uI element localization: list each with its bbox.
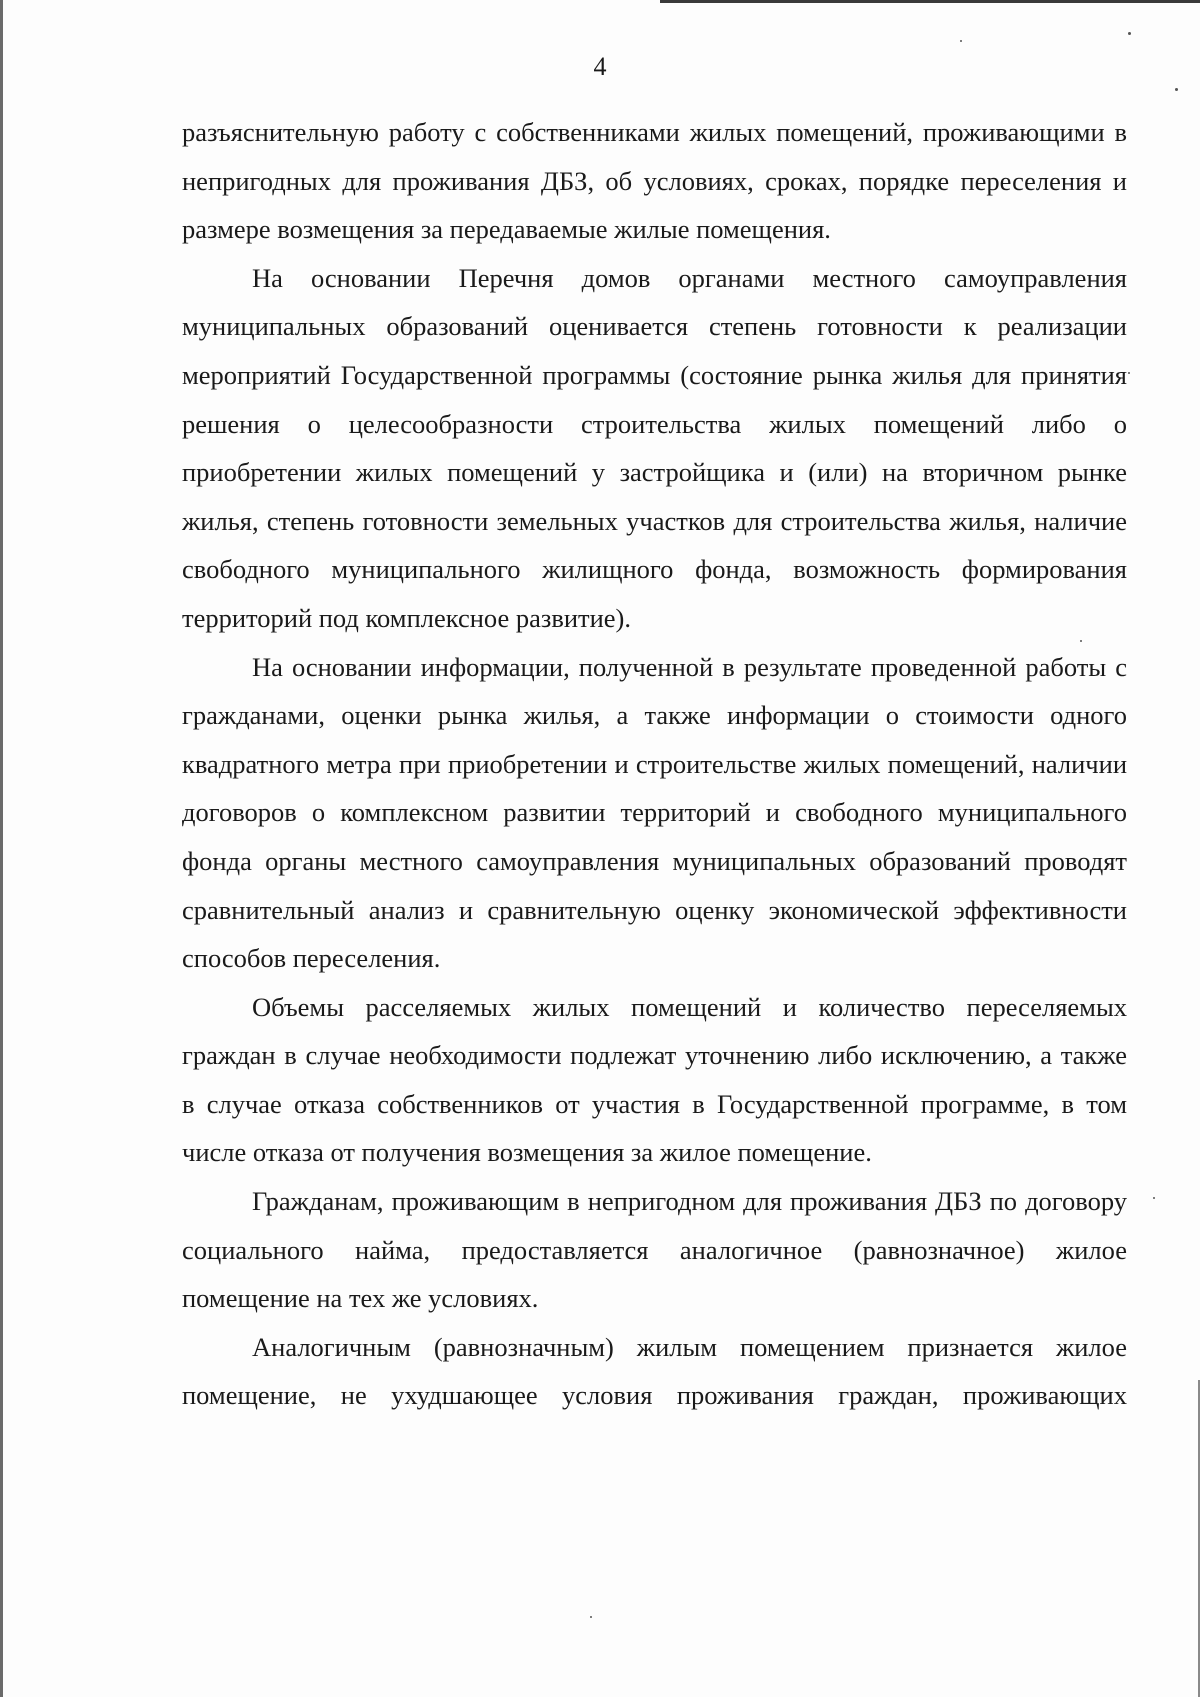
paragraph: На основании Перечня домов органами местного самоуправления муниципальных образований оценивается степень готовности к реализации мероприятий Государственной программы (состояние рынка жилья для принятия решения о целесообразности строительства жилых помещений либо о приобретении жилых помещений у застройщика и (или) на вторичном рынке жилья, степень готовности земельных участков для строительства жилья, наличие свободного муниципального жилищного фонда, возможность формирования территорий под комплексное развитие). (182, 262, 1127, 633)
paragraph: Гражданам, проживающим в непригодном для проживания ДБЗ по договору социального найма, предоставляется аналогичное (равнозначное) жилое помещение на тех же условиях. (182, 1186, 1127, 1314)
scan-speck (1153, 1197, 1155, 1199)
document-body (182, 108, 1127, 1420)
paragraph: Объемы расселяемых жилых помещений и количество переселяемых граждан в случае необходимости подлежат уточнению либо исключению, а также в случае отказа собственников от участия в Государственной программе, в том числе отказа от получения возмещения за жилое помещение. (182, 991, 1127, 1168)
page-number: 4 (593, 52, 607, 81)
scan-top-edge (660, 0, 1200, 3)
scan-speck (1080, 640, 1082, 642)
paragraph: На основании информации, полученной в результате проведенной работы с гражданами, оценки рынка жилья, а также информации о стоимости одного квадратного метра при приобретении и строительстве жилых помещений, наличии договоров о комплексном развитии территорий и свободного муниципального фонда органы местного самоуправления муниципальных образований проводят сравнительный анализ и сравнительную оценку экономической эффективности способов переселения. (182, 651, 1127, 974)
scan-speck (1128, 32, 1131, 35)
scan-left-edge (0, 0, 3, 1697)
scan-speck (1175, 88, 1178, 91)
scan-speck (590, 1616, 592, 1618)
paragraph-truncated: Аналогичным (равнозначным) жилым помещением признается жилое помещение, не ухудшающее условия проживания граждан, проживающих (182, 1331, 1127, 1411)
paragraph-continuation: разъяснительную работу с собственниками жилых помещений, проживающими в непригодных для проживания ДБЗ, об условиях, сроках, порядке переселения и размере возмещения за передаваемые жилые помещения. (182, 117, 1127, 245)
scan-speck (1128, 372, 1130, 374)
scan-speck (960, 40, 962, 42)
